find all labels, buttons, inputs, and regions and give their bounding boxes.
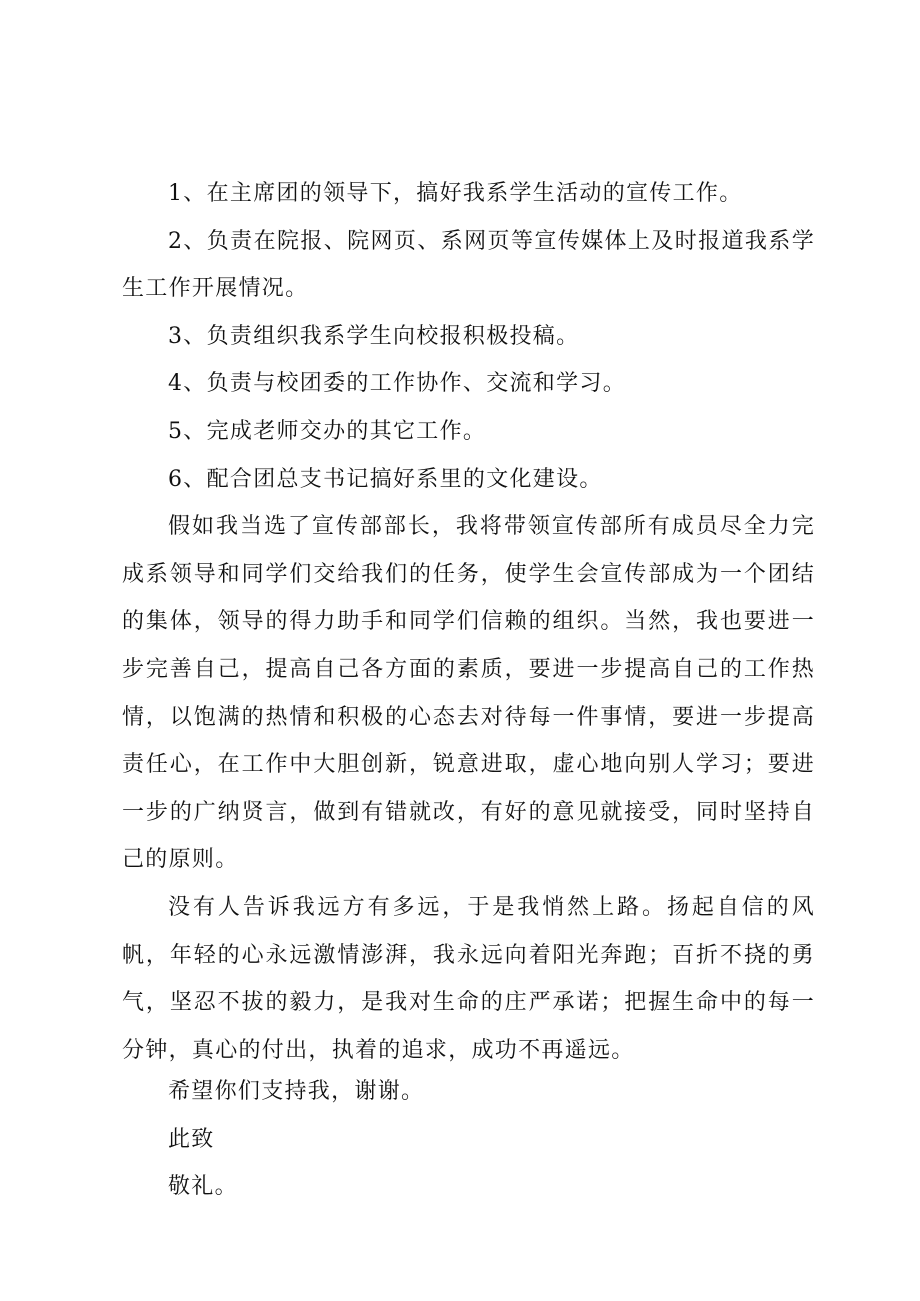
- duty-item-4: 4、负责与校团委的工作协作、交流和学习。: [168, 371, 626, 397]
- closing-request: 希望你们支持我，谢谢。: [168, 1079, 425, 1105]
- pledge-paragraph: 假如我当选了宣传部部长，我将带领宣传部所有成员尽全力完成系领导和同学们交给我们的任务，使学生会宣传部成为一个团结的集体，领导的得力助手和同学们信赖的组织。当然，我也要进一步完善自己，提高自己各方面的素质，要进一步提高自己的工作热情，以饱满的热情和积极的心态去对待每一件事情，要进一步提高责任心，在工作中大胆创新，锐意进取，虚心地向别人学习；要进一步的广纳贤言，做到有错就改，有好的意见就接受，同时坚持自己的原则。: [122, 514, 815, 873]
- duty-item-2: 2、负责在院报、院网页、系网页等宣传媒体上及时报道我系学生工作开展情况。: [122, 228, 815, 302]
- inspiration-paragraph: 没有人告诉我远方有多远，于是我悄然上路。扬起自信的风帆，年轻的心永远激情澎湃，我永远向着阳光奔跑；百折不挠的勇气，坚忍不拔的毅力，是我对生命的庄严承诺；把握生命中的每一分钟，真心的付出，执着的追求，成功不再遥远。: [122, 894, 815, 1063]
- salutation-line-1: 此致: [168, 1126, 215, 1152]
- duty-item-6: 6、配合团总支书记搞好系里的文化建设。: [168, 466, 603, 492]
- duty-item-1: 1、在主席团的领导下，搞好我系学生活动的宣传工作。: [168, 181, 743, 206]
- salutation-line-2: 敬礼。: [168, 1174, 238, 1200]
- document-body: [122, 170, 815, 1211]
- duty-item-3: 3、负责组织我系学生向校报积极投稿。: [168, 323, 580, 349]
- duty-item-5: 5、完成老师交办的其它工作。: [168, 418, 487, 444]
